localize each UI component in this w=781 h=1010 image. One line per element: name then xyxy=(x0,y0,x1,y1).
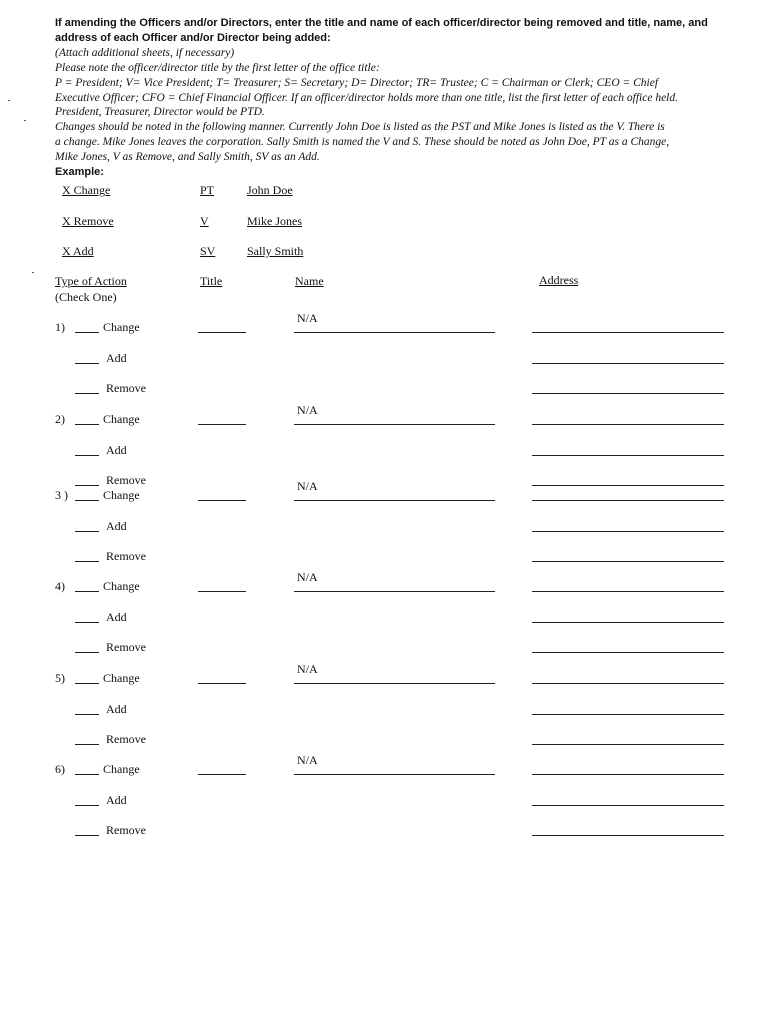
address-field[interactable] xyxy=(532,591,724,592)
checkbox-blank-add[interactable] xyxy=(75,805,99,806)
name-field[interactable] xyxy=(294,500,495,501)
checkbox-blank-change[interactable] xyxy=(75,683,99,684)
example-name: Mike Jones xyxy=(247,214,302,228)
option-label-remove: Remove xyxy=(106,640,146,654)
checkbox-blank-add[interactable] xyxy=(75,622,99,623)
header-address: Address xyxy=(539,273,579,287)
entry-number: 5) xyxy=(55,671,65,685)
option-label-remove: Remove xyxy=(106,823,146,837)
name-field[interactable] xyxy=(294,591,495,592)
instruction-line: Executive Officer; CFO = Chief Financial Officer. If an officer/director holds more than one title, list the first letter of each office held. xyxy=(55,91,678,104)
option-label-remove: Remove xyxy=(106,381,146,395)
name-value: N/A xyxy=(297,403,318,417)
name-field[interactable] xyxy=(294,332,495,333)
entry-number: 3 ) xyxy=(55,488,68,502)
entry-number: 6) xyxy=(55,762,65,776)
address-field[interactable] xyxy=(532,363,724,364)
header-check-one: (Check One) xyxy=(55,290,117,304)
header-title: Title xyxy=(200,274,223,288)
header-name: Name xyxy=(295,274,324,288)
address-field[interactable] xyxy=(532,652,724,653)
address-field[interactable] xyxy=(532,805,724,806)
address-field[interactable] xyxy=(532,424,724,425)
checkbox-blank-remove[interactable] xyxy=(75,485,99,486)
address-field[interactable] xyxy=(532,835,724,836)
title-field[interactable] xyxy=(198,424,246,425)
example-title: SV xyxy=(200,244,216,258)
example-action: X Remove xyxy=(62,214,114,228)
option-label-add: Add xyxy=(106,442,127,457)
scan-speck xyxy=(8,100,10,101)
option-label-change: Change xyxy=(103,320,140,334)
checkbox-blank-add[interactable] xyxy=(75,531,99,532)
option-label-remove: Remove xyxy=(106,549,146,563)
title-field[interactable] xyxy=(198,774,246,775)
address-field[interactable] xyxy=(532,714,724,715)
option-label-remove: Remove xyxy=(106,473,146,487)
option-label-add: Add xyxy=(106,792,127,807)
instruction-line: Changes should be noted in the following manner. Currently John Doe is listed as the PST and Mike Jones is listed as the V. There is xyxy=(55,121,665,134)
instruction-line: Mike Jones, V as Remove, and Sally Smith, SV as an Add. xyxy=(55,151,320,164)
name-field[interactable] xyxy=(294,683,495,684)
header-type-of-action: Type of Action xyxy=(55,274,127,288)
instruction-line: address of each Officer and/or Director being added: xyxy=(55,31,331,44)
instruction-line: Example: xyxy=(55,166,104,178)
instruction-line: President, Treasurer, Director would be PTD. xyxy=(55,106,265,119)
name-field[interactable] xyxy=(294,424,495,425)
scan-speck xyxy=(32,272,34,273)
checkbox-blank-add[interactable] xyxy=(75,363,99,364)
checkbox-blank-change[interactable] xyxy=(75,332,99,333)
instruction-line: a change. Mike Jones leaves the corporation. Sally Smith is named the V and S. These should be noted as John Doe, PT as a Change, xyxy=(55,136,670,149)
checkbox-blank-remove[interactable] xyxy=(75,744,99,745)
address-field[interactable] xyxy=(532,393,724,394)
address-field[interactable] xyxy=(532,744,724,745)
option-label-add: Add xyxy=(106,609,127,624)
option-label-change: Change xyxy=(103,671,140,685)
title-field[interactable] xyxy=(198,332,246,333)
checkbox-blank-change[interactable] xyxy=(75,591,99,592)
name-value: N/A xyxy=(297,311,318,325)
instruction-line: Please note the officer/director title by the first letter of the office title: xyxy=(55,61,380,74)
name-value: N/A xyxy=(297,753,318,767)
example-action: X Add xyxy=(62,244,94,258)
option-label-change: Change xyxy=(103,579,140,593)
checkbox-blank-change[interactable] xyxy=(75,500,99,501)
address-field[interactable] xyxy=(532,531,724,532)
instruction-line: (Attach additional sheets, if necessary) xyxy=(55,46,235,59)
address-field[interactable] xyxy=(532,500,724,501)
checkbox-blank-remove[interactable] xyxy=(75,393,99,394)
address-field[interactable] xyxy=(532,683,724,684)
entry-number: 4) xyxy=(55,579,65,593)
title-field[interactable] xyxy=(198,500,246,501)
name-field[interactable] xyxy=(294,774,495,775)
option-label-change: Change xyxy=(103,412,140,426)
address-field[interactable] xyxy=(532,561,724,562)
title-field[interactable] xyxy=(198,683,246,684)
name-value: N/A xyxy=(297,570,318,584)
address-field[interactable] xyxy=(532,622,724,623)
example-action: X Change xyxy=(62,183,111,197)
option-label-add: Add xyxy=(106,701,127,716)
example-title: V xyxy=(200,214,209,228)
title-field[interactable] xyxy=(198,591,246,592)
checkbox-blank-add[interactable] xyxy=(75,455,99,456)
instruction-line: P = President; V= Vice President; T= Treasurer; S= Secretary; D= Director; TR= Trustee; C = Chairman or Clerk; CEO = Chief xyxy=(55,76,659,89)
example-name: Sally Smith xyxy=(247,244,304,258)
checkbox-blank-add[interactable] xyxy=(75,714,99,715)
scan-speck xyxy=(24,120,26,121)
example-title: PT xyxy=(200,183,215,197)
entry-number: 2) xyxy=(55,412,65,426)
checkbox-blank-remove[interactable] xyxy=(75,835,99,836)
address-field[interactable] xyxy=(532,774,724,775)
address-field[interactable] xyxy=(532,455,724,456)
checkbox-blank-remove[interactable] xyxy=(75,561,99,562)
option-label-remove: Remove xyxy=(106,732,146,746)
checkbox-blank-change[interactable] xyxy=(75,424,99,425)
name-value: N/A xyxy=(297,662,318,676)
name-value: N/A xyxy=(297,479,318,493)
example-name: John Doe xyxy=(247,183,293,197)
option-label-add: Add xyxy=(106,518,127,533)
option-label-add: Add xyxy=(106,350,127,365)
entry-number: 1) xyxy=(55,320,65,334)
option-label-change: Change xyxy=(103,488,140,502)
checkbox-blank-remove[interactable] xyxy=(75,652,99,653)
address-field[interactable] xyxy=(532,332,724,333)
checkbox-blank-change[interactable] xyxy=(75,774,99,775)
address-field[interactable] xyxy=(532,485,724,486)
instruction-line: If amending the Officers and/or Directors, enter the title and name of each officer/director being removed and title, name, and xyxy=(55,17,708,29)
option-label-change: Change xyxy=(103,762,140,776)
